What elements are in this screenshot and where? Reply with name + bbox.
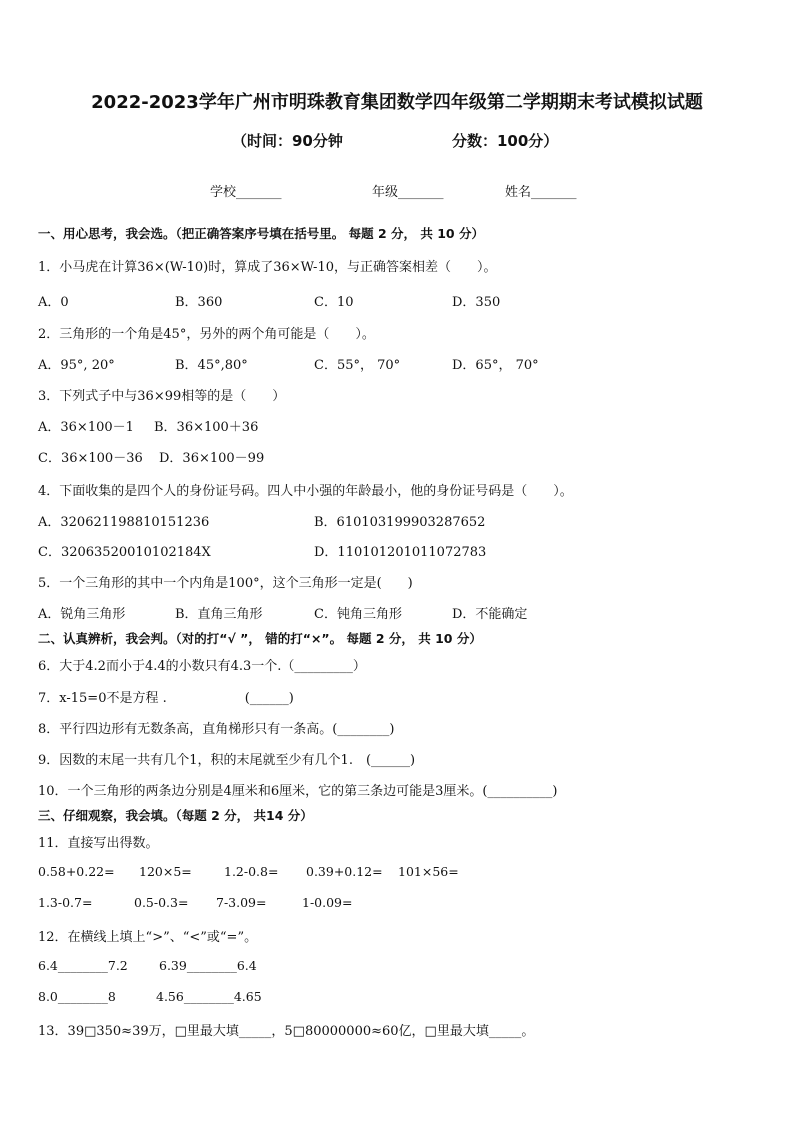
question-3: 3．下列式子中与36×99相等的是（ ）	[38, 389, 286, 404]
compare-item[interactable]: 6.39________6.4	[159, 958, 257, 973]
q3-option-b[interactable]: B．36×100＋36	[154, 420, 259, 435]
q5-option-b[interactable]: B．直角三角形	[175, 607, 263, 622]
q4-option-d[interactable]: D．110101201011072783	[314, 545, 487, 560]
question-7[interactable]: 7．x-15=0不是方程 . (______)	[38, 691, 294, 706]
question-6[interactable]: 6．大于4.2而小于4.4的小数只有4.3一个.（_________）	[38, 659, 366, 674]
q2-option-a[interactable]: A．95°, 20°	[38, 358, 115, 373]
exam-time: （时间：90分钟	[232, 132, 343, 150]
question-1: 1．小马虎在计算36×(W-10)时，算成了36×W-10，与正确答案相差（ ）。	[38, 260, 497, 275]
calc-item[interactable]: 0.58+0.22=	[38, 864, 115, 879]
question-5: 5．一个三角形的其中一个内角是100°，这个三角形一定是( )	[38, 576, 413, 591]
question-4: 4．下面收集的是四个人的身份证号码。四人中小强的年龄最小，他的身份证号码是（ ）。	[38, 484, 573, 499]
q2-option-b[interactable]: B．45°,80°	[175, 358, 248, 373]
question-13[interactable]: 13．39□350≈39万，□里最大填_____，5□80000000≈60亿，□里最大填_____。	[38, 1024, 535, 1039]
q3-option-d[interactable]: D．36×100－99	[159, 451, 265, 466]
compare-item[interactable]: 4.56________4.65	[156, 989, 262, 1004]
calc-item[interactable]: 7-3.09=	[216, 895, 267, 910]
school-field[interactable]: 学校_______	[210, 185, 282, 200]
calc-item[interactable]: 0.39+0.12=	[306, 864, 383, 879]
question-2: 2．三角形的一个角是45°，另外的两个角可能是（ ）。	[38, 327, 375, 342]
calc-item[interactable]: 101×56=	[398, 864, 459, 879]
question-9[interactable]: 9．因数的末尾一共有几个1，积的末尾就至少有几个1. (______)	[38, 753, 416, 768]
calc-item[interactable]: 120×5=	[139, 864, 192, 879]
question-10[interactable]: 10．一个三角形的两条边分别是4厘米和6厘米，它的第三条边可能是3厘米。(__________)	[38, 784, 558, 799]
q1-option-c[interactable]: C．10	[314, 295, 354, 310]
name-field[interactable]: 姓名_______	[505, 185, 577, 200]
section-1-heading: 一、用心思考，我会选。（把正确答案序号填在括号里。 每题 2 分， 共 10 分）	[38, 226, 484, 241]
q5-option-d[interactable]: D．不能确定	[452, 607, 528, 622]
q1-option-d[interactable]: D．350	[452, 295, 501, 310]
q3-option-a[interactable]: A．36×100－1	[38, 420, 134, 435]
q1-option-a[interactable]: A．0	[38, 295, 69, 310]
calc-item[interactable]: 0.5-0.3=	[134, 895, 189, 910]
q4-option-b[interactable]: B．610103199903287652	[314, 515, 486, 530]
q5-option-c[interactable]: C．钝角三角形	[314, 607, 402, 622]
question-11: 11．直接写出得数。	[38, 836, 159, 851]
q4-option-c[interactable]: C．32063520010102184X	[38, 545, 211, 560]
q2-option-c[interactable]: C．55°， 70°	[314, 358, 401, 373]
section-3-heading: 三、仔细观察，我会填。（每题 2 分， 共14 分）	[38, 808, 313, 823]
exam-score: 分数：100分）	[452, 132, 559, 150]
q2-option-d[interactable]: D．65°， 70°	[452, 358, 539, 373]
page-title: 2022-2023学年广州市明珠教育集团数学四年级第二学期期末考试模拟试题	[91, 92, 703, 113]
q3-option-c[interactable]: C．36×100－36	[38, 451, 143, 466]
q4-option-a[interactable]: A．320621198810151236	[38, 515, 210, 530]
question-8[interactable]: 8．平行四边形有无数条高，直角梯形只有一条高。(________)	[38, 722, 395, 737]
q5-option-a[interactable]: A．锐角三角形	[38, 607, 126, 622]
question-12: 12．在横线上填上“>”、“<”或“=”。	[38, 930, 258, 945]
calc-item[interactable]: 1.2-0.8=	[224, 864, 279, 879]
calc-item[interactable]: 1-0.09=	[302, 895, 353, 910]
q1-option-b[interactable]: B．360	[175, 295, 223, 310]
calc-item[interactable]: 1.3-0.7=	[38, 895, 93, 910]
grade-field[interactable]: 年级_______	[372, 185, 444, 200]
compare-item[interactable]: 6.4________7.2	[38, 958, 128, 973]
compare-item[interactable]: 8.0________8	[38, 989, 116, 1004]
section-2-heading: 二、认真辨析，我会判。（对的打“√ ”， 错的打“×”。 每题 2 分， 共 10 分）	[38, 631, 482, 646]
